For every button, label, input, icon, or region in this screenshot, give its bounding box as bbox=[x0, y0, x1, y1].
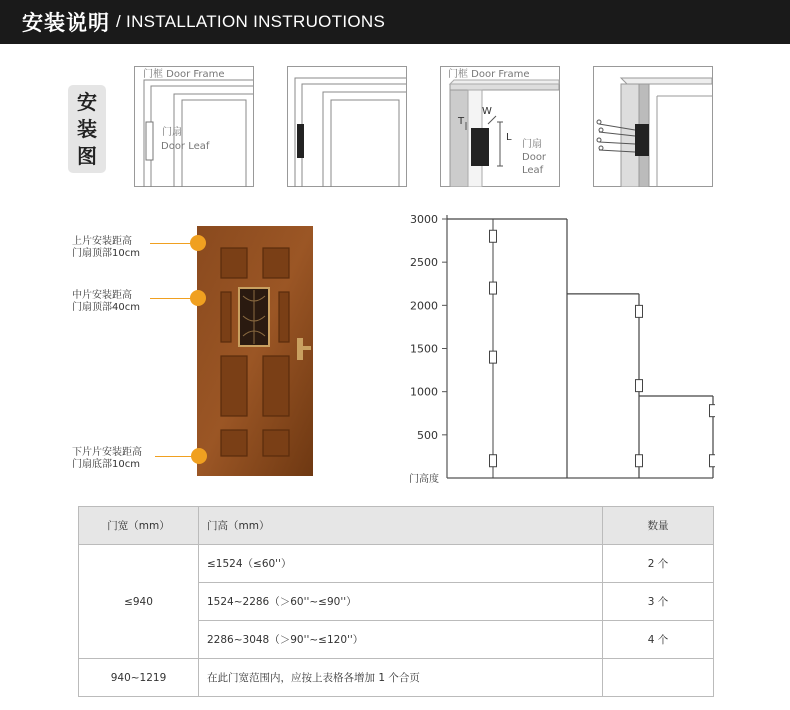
hinge-icon bbox=[297, 124, 304, 158]
header-quantity: 数量 bbox=[603, 507, 714, 545]
cell-height: 1524~2286（＞60''~≤90''） bbox=[199, 583, 603, 621]
hinge-marker bbox=[490, 455, 497, 467]
y-tick-label: 3000 bbox=[410, 213, 438, 226]
callout-line bbox=[150, 298, 194, 299]
cell-height: ≤1524（≤60''） bbox=[199, 545, 603, 583]
badge-char: 安 bbox=[77, 89, 97, 114]
y-tick-label: 2000 bbox=[410, 299, 438, 313]
hinge-icon bbox=[471, 128, 489, 166]
header-door-height: 门高（mm） bbox=[199, 507, 603, 545]
install-step-2-diagram bbox=[287, 66, 407, 187]
hinge-quantity-table bbox=[78, 506, 714, 697]
hinge-marker bbox=[490, 351, 497, 363]
leaf-label-cn: 门扇 bbox=[522, 139, 542, 150]
dim-t-label: T bbox=[458, 116, 465, 127]
cell-qty-empty bbox=[603, 659, 714, 697]
door-frame-label: 门框 Door Frame bbox=[143, 69, 225, 80]
cell-qty: 3 个 bbox=[603, 583, 714, 621]
badge-char: 装 bbox=[77, 116, 97, 141]
hinge-marker bbox=[490, 230, 497, 242]
title-cn: 安装说明 bbox=[22, 11, 110, 35]
table-row bbox=[79, 545, 714, 583]
table-header-row bbox=[79, 507, 714, 545]
callout-dot bbox=[190, 290, 206, 306]
badge-char: 图 bbox=[77, 143, 97, 168]
callout-bottom: 下片片安装距高 门扇底部10cm bbox=[72, 447, 142, 470]
y-tick-label: 2500 bbox=[410, 256, 438, 270]
door-illustration bbox=[197, 226, 313, 476]
callout-middle: 中片安装距高 门扇顶部40cm bbox=[72, 290, 140, 313]
callout-line bbox=[155, 456, 193, 457]
leaf-label-en: Leaf bbox=[522, 165, 544, 176]
installation-diagram-badge bbox=[68, 85, 106, 173]
cell-qty: 4 个 bbox=[603, 621, 714, 659]
hinge-icon bbox=[635, 124, 649, 156]
leaf-label-en: Door bbox=[522, 152, 547, 163]
door-height-diagram bbox=[385, 205, 715, 485]
cell-note: 在此门宽范围内，应按上表格各增加 1 个合页 bbox=[199, 659, 603, 697]
y-tick-label: 1000 bbox=[410, 385, 438, 399]
hinge-marker bbox=[710, 455, 716, 467]
callout-dot bbox=[190, 235, 206, 251]
dim-w-label: W bbox=[482, 106, 492, 117]
hinge-marker bbox=[636, 380, 643, 392]
hinge-marker bbox=[490, 282, 497, 294]
table-row bbox=[79, 659, 714, 697]
y-tick-label: 1500 bbox=[410, 342, 438, 356]
hinge-marker bbox=[636, 305, 643, 317]
install-step-1-diagram bbox=[134, 66, 254, 187]
header-door-width: 门宽（mm） bbox=[79, 507, 199, 545]
install-step-3-diagram bbox=[440, 66, 560, 187]
door-handle-icon bbox=[297, 338, 303, 360]
cell-height: 2286~3048（＞90''~≤120''） bbox=[199, 621, 603, 659]
callout-top: 上片安装距高 门扇顶部10cm bbox=[72, 236, 140, 259]
callout-dot bbox=[191, 448, 207, 464]
hinge-marker bbox=[636, 455, 643, 467]
y-tick-label: 500 bbox=[417, 428, 438, 442]
cell-width-group: ≤940 bbox=[79, 545, 199, 659]
door-frame-label: 门框 Door Frame bbox=[448, 69, 530, 80]
title-bar bbox=[0, 0, 790, 44]
leaf-label-en: Door Leaf bbox=[161, 141, 210, 152]
callout-line bbox=[150, 243, 194, 244]
dim-l-label: L bbox=[506, 132, 512, 143]
leaf-label-cn: 门扇 bbox=[162, 127, 182, 138]
install-step-4-diagram bbox=[593, 66, 713, 187]
hinge-marker bbox=[710, 405, 716, 417]
y-axis-label: 门高度 bbox=[409, 474, 439, 485]
title-en: / INSTALLATION INSTRUOTIONS bbox=[116, 12, 386, 31]
cell-qty: 2 个 bbox=[603, 545, 714, 583]
cell-width: 940~1219 bbox=[79, 659, 199, 697]
